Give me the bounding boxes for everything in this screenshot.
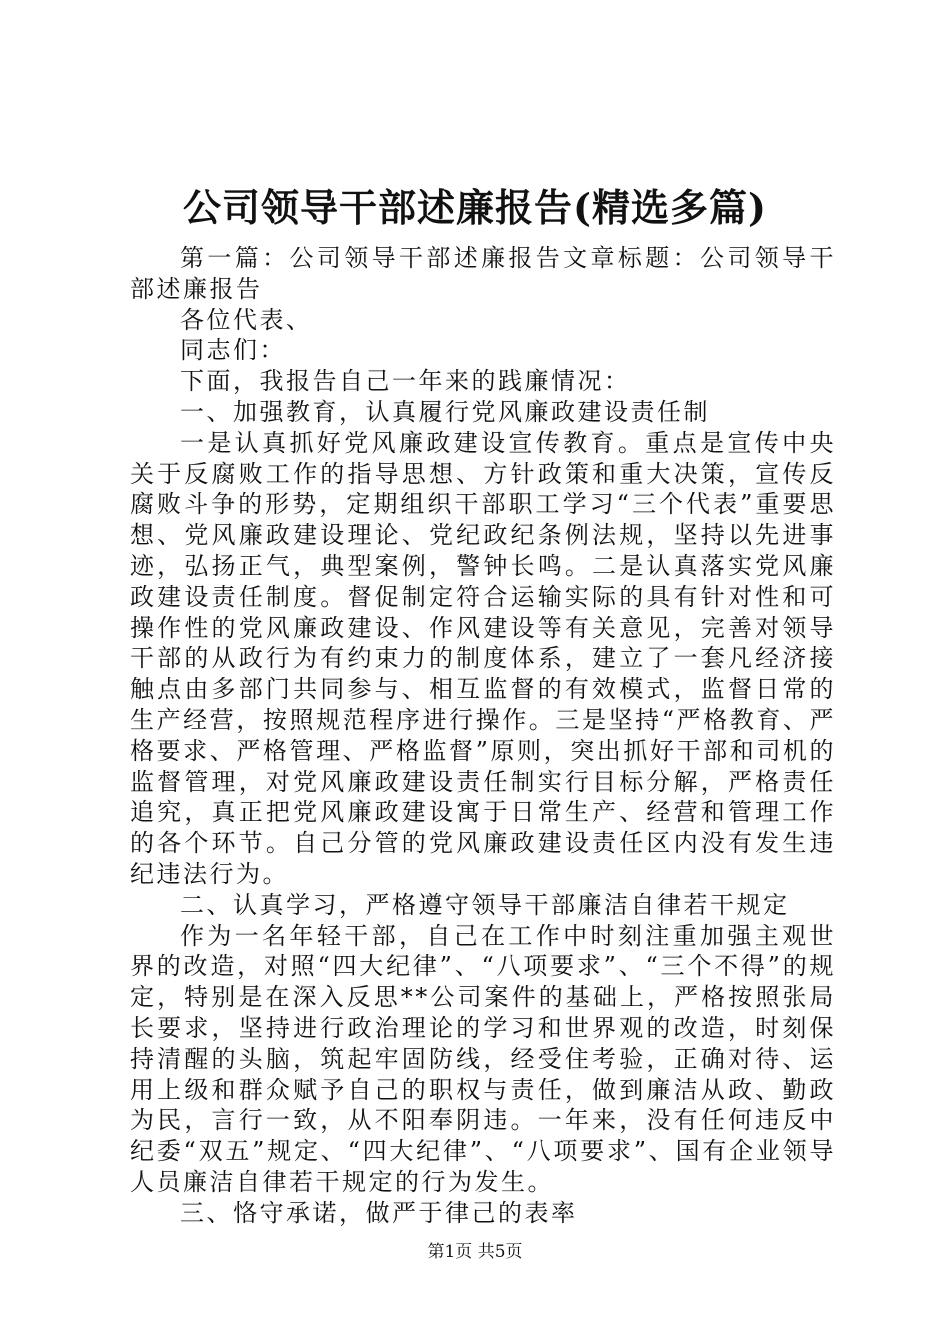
- paragraph-intro: 第一篇：公司领导干部述廉报告文章标题：公司领导干部述廉报告: [130, 244, 836, 303]
- paragraph-salutation-2: 同志们：: [180, 336, 286, 365]
- page-number: 第1页 共5页: [427, 1242, 523, 1262]
- document-title: 公司领导干部述廉报告(精选多篇): [183, 185, 767, 230]
- paragraph-section-2: 作为一名年轻干部，自己在工作中时刻注重加强主观世界的改造，对照“四大纪律”、“八项要求”、“三个不得”的规定，特别是在深入反思**公司案件的基础上，严格按照张局长要求，坚持进行政治理论的学习和世界观的改造，时刻保持清醒的头脑，筑起牢固防线，经受住考验，正确对待、运用上级和群众赋予自己的职权与责任，做到廉洁从政、勤政为民，言行一致，从不阳奉阴违。一年来，没有任何违反中纪委“双五”规定、“四大纪律”、“八项要求”、国有企业领导人员廉洁自律若干规定的行为发生。: [130, 921, 836, 1196]
- paragraph-opening: 下面，我报告自己一年来的践廉情况：: [180, 367, 631, 396]
- document-body: [130, 243, 836, 1229]
- paragraph-section-1: 一是认真抓好党风廉政建设宣传教育。重点是宣传中央关于反腐败工作的指导思想、方针政策和重大决策，宣传反腐败斗争的形势，定期组织干部职工学习“三个代表”重要思想、党风廉政建设理论、党纪政纪条例法规，坚持以先进事迹，弘扬正气，典型案例，警钟长鸣。二是认真落实党风廉政建设责任制度。督促制定符合运输实际的具有针对性和可操作性的党风廉政建设、作风建设等有关意见，完善对领导干部的从政行为有约束力的制度体系，建立了一套凡经济接触点由多部门共同参与、相互监督的有效模式，监督日常的生产经营，按照规范程序进行操作。三是坚持“严格教育、严格要求、严格管理、严格监督”原则，突出抓好干部和司机的监督管理，对党风廉政建设责任制实行目标分解，严格责任追究，真正把党风廉政建设寓于日常生产、经营和管理工作的各个环节。自己分管的党风廉政建设责任区内没有发生违纪违法行为。: [130, 428, 836, 888]
- section-heading-3: 三、恪守承诺，做严于律己的表率: [180, 1198, 578, 1227]
- paragraph-salutation-1: 各位代表、: [180, 305, 313, 334]
- section-heading-2: 二、认真学习，严格遵守领导干部廉洁自律若干规定: [180, 890, 790, 919]
- section-heading-1: 一、加强教育，认真履行党风廉政建设责任制: [180, 397, 710, 426]
